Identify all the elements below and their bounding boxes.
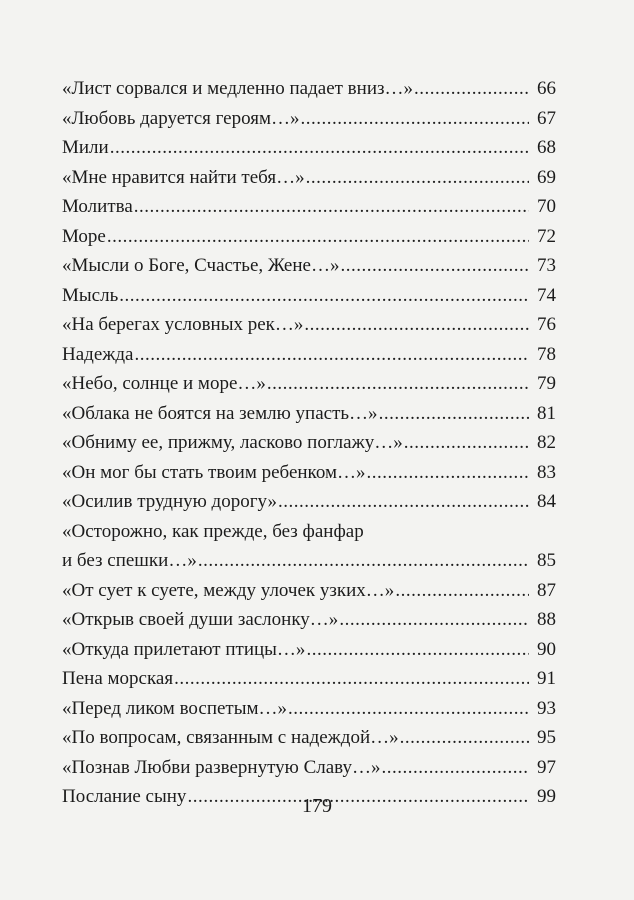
- dot-leader: [267, 369, 529, 399]
- toc-entry-title: «Откуда прилетают птицы…»: [62, 638, 306, 660]
- dot-leader: [288, 694, 529, 724]
- dot-leader: [110, 133, 529, 163]
- dot-leader: [174, 664, 529, 694]
- dot-leader: [340, 251, 529, 281]
- page-number: 179: [302, 795, 332, 817]
- toc-entry: [62, 192, 556, 222]
- dot-leader: [306, 635, 529, 665]
- toc-entry-page: 76: [537, 314, 556, 335]
- dot-leader: [414, 74, 529, 104]
- dot-leader: [306, 163, 529, 193]
- toc-entry-page: 69: [537, 166, 556, 188]
- toc-entry-page: 84: [537, 491, 556, 512]
- toc-entry: [62, 664, 556, 694]
- toc-entry-title: «Облака не боятся на землю упасть…»: [62, 402, 378, 424]
- toc-entry-title: «На берегах условных рек…»: [62, 314, 304, 335]
- toc-entry-page: 78: [537, 343, 556, 365]
- toc-entry-page: 73: [537, 255, 556, 276]
- toc-entry-title: «Открыв своей души заслонку…»: [62, 609, 339, 630]
- dot-leader: [382, 753, 530, 783]
- toc-entry-title: Послание сыну: [62, 786, 187, 807]
- toc-entry-title: «Он мог бы стать твоим ребенком…»: [62, 461, 366, 483]
- toc-entry-page: 81: [537, 402, 556, 424]
- toc-entry-page: 66: [537, 78, 556, 99]
- dot-leader: [400, 723, 529, 753]
- toc-entry: [62, 694, 556, 724]
- toc-entry-title: «Перед ликом воспетым…»: [62, 697, 288, 719]
- toc-entry-title: «Любовь даруется героям…»: [62, 107, 300, 129]
- toc-entry-page: 87: [537, 579, 556, 601]
- table-of-contents: [62, 74, 556, 812]
- toc-entry-page: 68: [537, 137, 556, 158]
- dot-leader: [339, 605, 529, 635]
- toc-entry-page: 95: [537, 727, 556, 748]
- toc-entry-title: «Мне нравится найти тебя…»: [62, 166, 305, 188]
- toc-entry-page: 72: [537, 225, 556, 247]
- toc-entry: [62, 487, 556, 517]
- toc-entry-title: Пена морская: [62, 668, 174, 689]
- dot-leader: [134, 192, 529, 222]
- toc-entry-page: 88: [537, 609, 556, 630]
- toc-entry: [62, 723, 556, 753]
- toc-entry: [62, 133, 556, 163]
- toc-entry: [62, 605, 556, 635]
- toc-entry-title: «Обниму ее, прижму, ласково поглажу…»: [62, 432, 403, 453]
- dot-leader: [278, 487, 529, 517]
- toc-entry: [62, 340, 556, 370]
- dot-leader: [107, 222, 529, 252]
- toc-entry-title: «По вопросам, связанным с надеждой…»: [62, 727, 399, 748]
- dot-leader: [198, 546, 529, 576]
- dot-leader: [304, 310, 529, 340]
- toc-entry: [62, 251, 556, 281]
- toc-entry-page: 74: [537, 284, 556, 306]
- toc-entry-page: 82: [537, 432, 556, 453]
- toc-entry-page: 85: [537, 550, 556, 571]
- toc-entry-page: 83: [537, 461, 556, 483]
- toc-entry-title: «Небо, солнце и море…»: [62, 373, 266, 394]
- toc-entry: [62, 163, 556, 193]
- toc-entry: [62, 281, 556, 311]
- dot-leader: [134, 340, 529, 370]
- dot-leader: [395, 576, 529, 606]
- toc-entry-title: Мили: [62, 137, 109, 158]
- toc-entry: [62, 428, 556, 458]
- toc-entry-page: 91: [537, 668, 556, 689]
- toc-entry-title: «Осторожно, как прежде, без фанфар: [62, 520, 364, 542]
- toc-entry-title: «Лист сорвался и медленно падает вниз…»: [62, 78, 413, 99]
- toc-entry: [62, 369, 556, 399]
- toc-entry-page: 67: [537, 107, 556, 129]
- toc-entry: [62, 399, 556, 429]
- dot-leader: [379, 399, 529, 429]
- toc-entry-page: 93: [537, 697, 556, 719]
- toc-entry: [62, 458, 556, 488]
- toc-entry-page: 79: [537, 373, 556, 394]
- toc-entry: [62, 635, 556, 665]
- toc-entry-title: Молитва: [62, 196, 133, 217]
- toc-entry: [62, 753, 556, 783]
- toc-entry-page: 97: [537, 756, 556, 778]
- toc-entry: [62, 517, 556, 547]
- toc-entry-title: «Мысли о Боге, Счастье, Жене…»: [62, 255, 340, 276]
- toc-entry-title: и без спешки…»: [62, 550, 197, 571]
- toc-entry-page: 70: [537, 196, 556, 217]
- toc-entry-page: 99: [537, 786, 556, 807]
- dot-leader: [366, 458, 529, 488]
- toc-entry-title: Надежда: [62, 343, 134, 365]
- toc-entry: [62, 310, 556, 340]
- toc-entry: [62, 546, 556, 576]
- toc-entry-page: 90: [537, 638, 556, 660]
- toc-entry-title: «Осилив трудную дорогу»: [62, 491, 277, 512]
- toc-entry-title: Море: [62, 225, 106, 247]
- toc-entry: [62, 104, 556, 134]
- toc-entry: [62, 222, 556, 252]
- dot-leader: [404, 428, 529, 458]
- toc-entry-title: «От сует к суете, между улочек узких…»: [62, 579, 395, 601]
- toc-entry: [62, 576, 556, 606]
- toc-entry-title: «Познав Любви развернутую Славу…»: [62, 756, 381, 778]
- toc-entry-title: Мысль: [62, 284, 119, 306]
- dot-leader: [301, 104, 530, 134]
- dot-leader: [119, 281, 529, 311]
- toc-entry: [62, 74, 556, 104]
